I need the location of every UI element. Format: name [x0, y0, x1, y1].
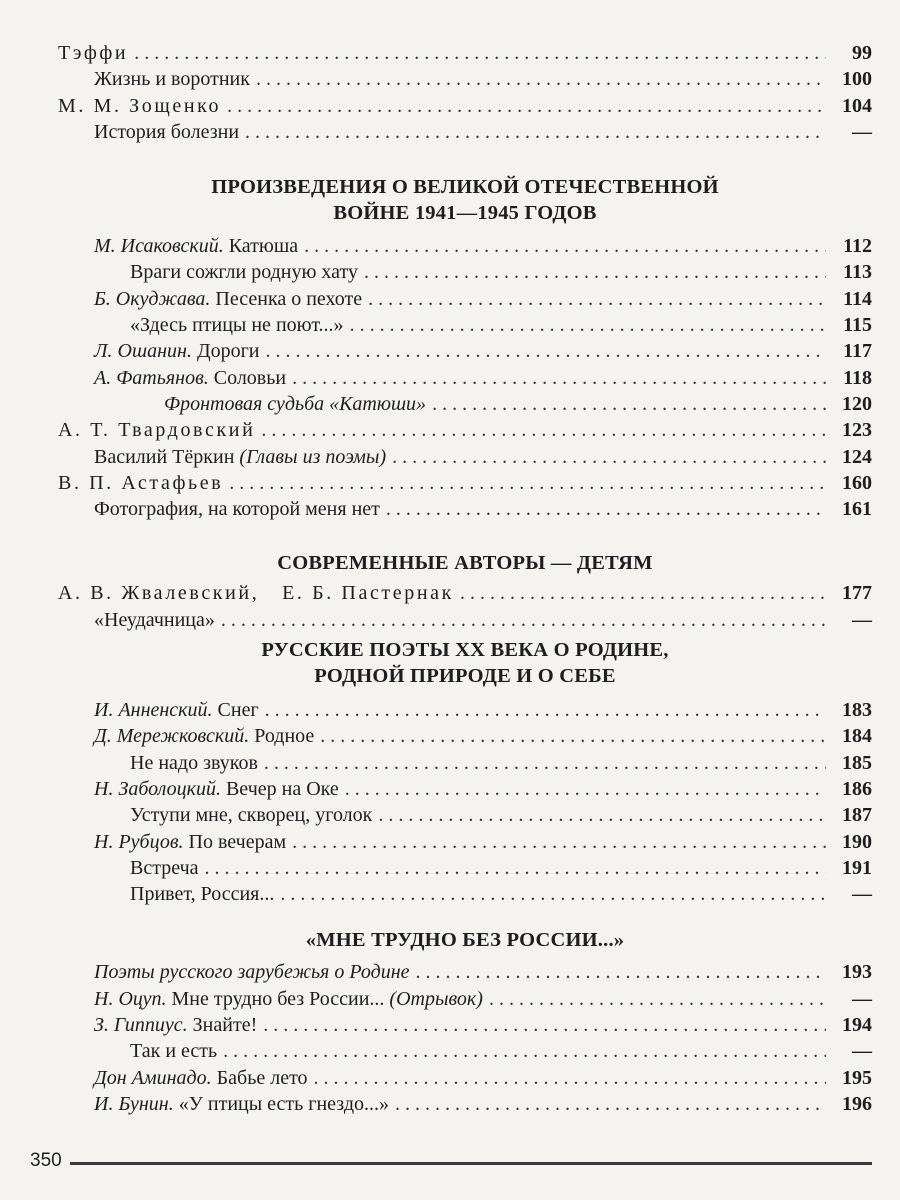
- toc-title: Василий Тёркин: [94, 445, 235, 468]
- dot-leader: [350, 312, 826, 338]
- heading-line: «МНЕ ТРУДНО БЕЗ РОССИИ...»: [305, 929, 625, 952]
- heading-line: ВОЙНЕ 1941—1945 ГОДОВ: [333, 202, 597, 225]
- toc-page-number: 124: [842, 445, 872, 468]
- table-of-contents: [58, 40, 872, 1117]
- toc-page-number: 115: [843, 314, 872, 337]
- toc-title: Привет, Россия...: [130, 883, 275, 906]
- toc-entry: [58, 259, 872, 285]
- toc-entry: [58, 580, 872, 606]
- toc-entry: [58, 119, 872, 145]
- toc-page-number: 104: [842, 94, 872, 117]
- dot-leader: [392, 444, 826, 470]
- toc-author: З. Гиппиус.: [94, 1014, 188, 1037]
- toc-title: Уступи мне, скворец, уголок: [130, 804, 373, 827]
- toc-title: Снег: [217, 699, 259, 722]
- toc-entry: [58, 1038, 872, 1064]
- page-footer: [30, 1150, 872, 1172]
- toc-entry: [58, 496, 872, 522]
- toc-title-note: (Отрывок): [389, 987, 483, 1010]
- section-heading-russia: [58, 927, 872, 953]
- toc-title: Встреча: [130, 856, 199, 879]
- dot-leader: [223, 1038, 826, 1064]
- heading-line: РУССКИЕ ПОЭТЫ XX ВЕКА О РОДИНЕ,: [261, 639, 669, 662]
- dot-leader: [280, 881, 826, 907]
- toc-entry: [58, 776, 872, 802]
- toc-entry: [58, 66, 872, 92]
- toc-author: Дон Аминадо.: [94, 1066, 212, 1089]
- toc-page-number: 117: [843, 340, 872, 363]
- toc-title: Бабье лето: [216, 1066, 308, 1089]
- toc-page-number: 161: [842, 498, 872, 521]
- toc-title: Знайте!: [192, 1014, 258, 1037]
- toc-page-number: 191: [842, 856, 872, 879]
- toc-page-number: 113: [843, 261, 872, 284]
- heading-line: РОДНОЙ ПРИРОДЕ И О СЕБЕ: [314, 665, 616, 688]
- toc-page-number: 185: [842, 751, 872, 774]
- toc-page-number: 184: [842, 725, 872, 748]
- toc-author: М. М. Зощенко: [58, 94, 222, 117]
- toc-title: Жизнь и воротник: [94, 68, 250, 91]
- toc-entry: [58, 802, 872, 828]
- dot-leader: [263, 1012, 826, 1038]
- dot-leader: [364, 259, 826, 285]
- toc-page-number: 112: [843, 235, 872, 258]
- toc-entry: [58, 697, 872, 723]
- dot-leader: [266, 338, 827, 364]
- dot-leader: [368, 286, 826, 312]
- toc-page-number: 120: [842, 392, 872, 415]
- toc-author: Поэты русского зарубежья о Родине: [94, 961, 410, 984]
- toc-title: «У птицы есть гнездо...»: [178, 1092, 390, 1115]
- toc-page-number: 183: [842, 699, 872, 722]
- dot-leader: [432, 391, 826, 417]
- toc-page-number: 114: [843, 287, 872, 310]
- dot-leader: [265, 697, 826, 723]
- toc-entry: [58, 444, 872, 470]
- toc-title: Так и есть: [130, 1040, 218, 1063]
- toc-page-number: 177: [842, 582, 872, 605]
- dot-leader: [292, 829, 826, 855]
- dot-leader: [314, 1065, 826, 1091]
- toc-entry: [58, 829, 872, 855]
- heading-line: СОВРЕМЕННЫЕ АВТОРЫ — ДЕТЯМ: [277, 552, 653, 575]
- toc-author: Н. Рубцов.: [94, 830, 184, 853]
- toc-title: Катюша: [228, 235, 299, 258]
- toc-title: По вечерам: [188, 830, 287, 853]
- toc-entry: [58, 470, 872, 496]
- dot-leader: [256, 66, 826, 92]
- toc-author: Н. Оцуп.: [94, 987, 167, 1010]
- toc-author: И. Бунин.: [94, 1092, 174, 1115]
- dot-leader: [395, 1091, 826, 1117]
- toc-title: Не надо звуков: [130, 751, 258, 774]
- toc-entry: [58, 986, 872, 1012]
- toc-page-number: 123: [842, 419, 872, 442]
- toc-author: Б. Окуджава.: [94, 287, 211, 310]
- toc-title: Соловьи: [213, 366, 287, 389]
- toc-page-number: —: [852, 1040, 872, 1063]
- toc-author: И. Анненский.: [94, 699, 213, 722]
- dot-leader: [229, 470, 826, 496]
- toc-entry: [58, 338, 872, 364]
- heading-line: ПРОИЗВЕДЕНИЯ О ВЕЛИКОЙ ОТЕЧЕСТВЕННОЙ: [211, 176, 719, 199]
- toc-author: А. Фатьянов.: [94, 366, 209, 389]
- dot-leader: [460, 580, 826, 606]
- dot-leader: [386, 496, 826, 522]
- section-heading-modern: [58, 550, 872, 576]
- toc-title: Мне трудно без России...: [171, 987, 385, 1010]
- dot-leader: [292, 365, 826, 391]
- toc-title: Песенка о пехоте: [215, 287, 363, 310]
- toc-entry: [58, 750, 872, 776]
- toc-title: История болезни: [94, 120, 240, 143]
- toc-author: Л. Ошанин.: [94, 340, 192, 363]
- toc-page-number: 195: [842, 1066, 872, 1089]
- toc-entry: [58, 365, 872, 391]
- toc-page-number: —: [852, 987, 872, 1010]
- dot-leader: [345, 776, 826, 802]
- toc-page-number: 193: [842, 961, 872, 984]
- toc-page-number: 190: [842, 830, 872, 853]
- dot-leader: [304, 233, 826, 259]
- toc-author: Д. Мережковский.: [94, 725, 250, 748]
- dot-leader: [320, 723, 826, 749]
- toc-entry: [58, 233, 872, 259]
- toc-author: А. Т. Твардовский: [58, 419, 256, 442]
- toc-page-number: —: [852, 883, 872, 906]
- toc-page-number: 118: [843, 366, 872, 389]
- section-heading-poets: [58, 637, 872, 689]
- toc-page-number: 99: [852, 42, 872, 64]
- toc-title: «Здесь птицы не поют...»: [130, 314, 344, 337]
- toc-page-number: 186: [842, 777, 872, 800]
- section-heading-war: [58, 174, 872, 226]
- toc-entry: [58, 723, 872, 749]
- toc-entry: [58, 881, 872, 907]
- toc-title: Вечер на Оке: [225, 777, 339, 800]
- dot-leader: [416, 959, 827, 985]
- toc-title: Родное: [254, 725, 315, 748]
- toc-page-number: —: [852, 608, 872, 631]
- toc-page-number: 187: [842, 804, 872, 827]
- toc-entry: [58, 1012, 872, 1038]
- toc-entry: [58, 607, 872, 633]
- toc-entry: [58, 855, 872, 881]
- toc-author: Н. Заболоцкий.: [94, 777, 221, 800]
- toc-author: А. В. Жвалевский, Е. Б. Пастернак: [58, 582, 454, 605]
- toc-entry: [58, 40, 872, 66]
- toc-entry: [58, 312, 872, 338]
- dot-leader: [264, 750, 826, 776]
- toc-entry: [58, 93, 872, 119]
- footer-rule: [70, 1162, 872, 1165]
- page-number: 350: [30, 1150, 62, 1171]
- toc-title: Дороги: [196, 340, 260, 363]
- toc-entry: [58, 286, 872, 312]
- toc-author: В. П. Астафьев: [58, 471, 224, 494]
- toc-page-number: —: [852, 120, 872, 143]
- dot-leader: [489, 986, 826, 1012]
- toc-entry: [58, 959, 872, 985]
- toc-entry: [58, 1091, 872, 1117]
- toc-title: Враги сожгли родную хату: [130, 261, 359, 284]
- dot-leader: [221, 607, 826, 633]
- toc-entry: [58, 1065, 872, 1091]
- toc-page-number: 196: [842, 1092, 872, 1115]
- dot-leader: [261, 417, 826, 443]
- toc-entry: [58, 391, 872, 417]
- toc-author: Тэффи: [58, 42, 129, 64]
- dot-leader: [227, 93, 826, 119]
- toc-title: «Неудачница»: [94, 608, 215, 631]
- toc-page-number: 160: [842, 471, 872, 494]
- toc-title-note: (Главы из поэмы): [239, 445, 387, 468]
- toc-author: М. Исаковский.: [94, 235, 224, 258]
- toc-title: Фотография, на которой меня нет: [94, 498, 380, 521]
- dot-leader: [134, 40, 826, 66]
- toc-title: Фронтовая судьба «Катюши»: [164, 392, 427, 415]
- toc-page-number: 194: [842, 1014, 872, 1037]
- dot-leader: [245, 119, 826, 145]
- toc-entry: [58, 417, 872, 443]
- dot-leader: [378, 802, 826, 828]
- toc-page-number: 100: [842, 68, 872, 91]
- dot-leader: [205, 855, 826, 881]
